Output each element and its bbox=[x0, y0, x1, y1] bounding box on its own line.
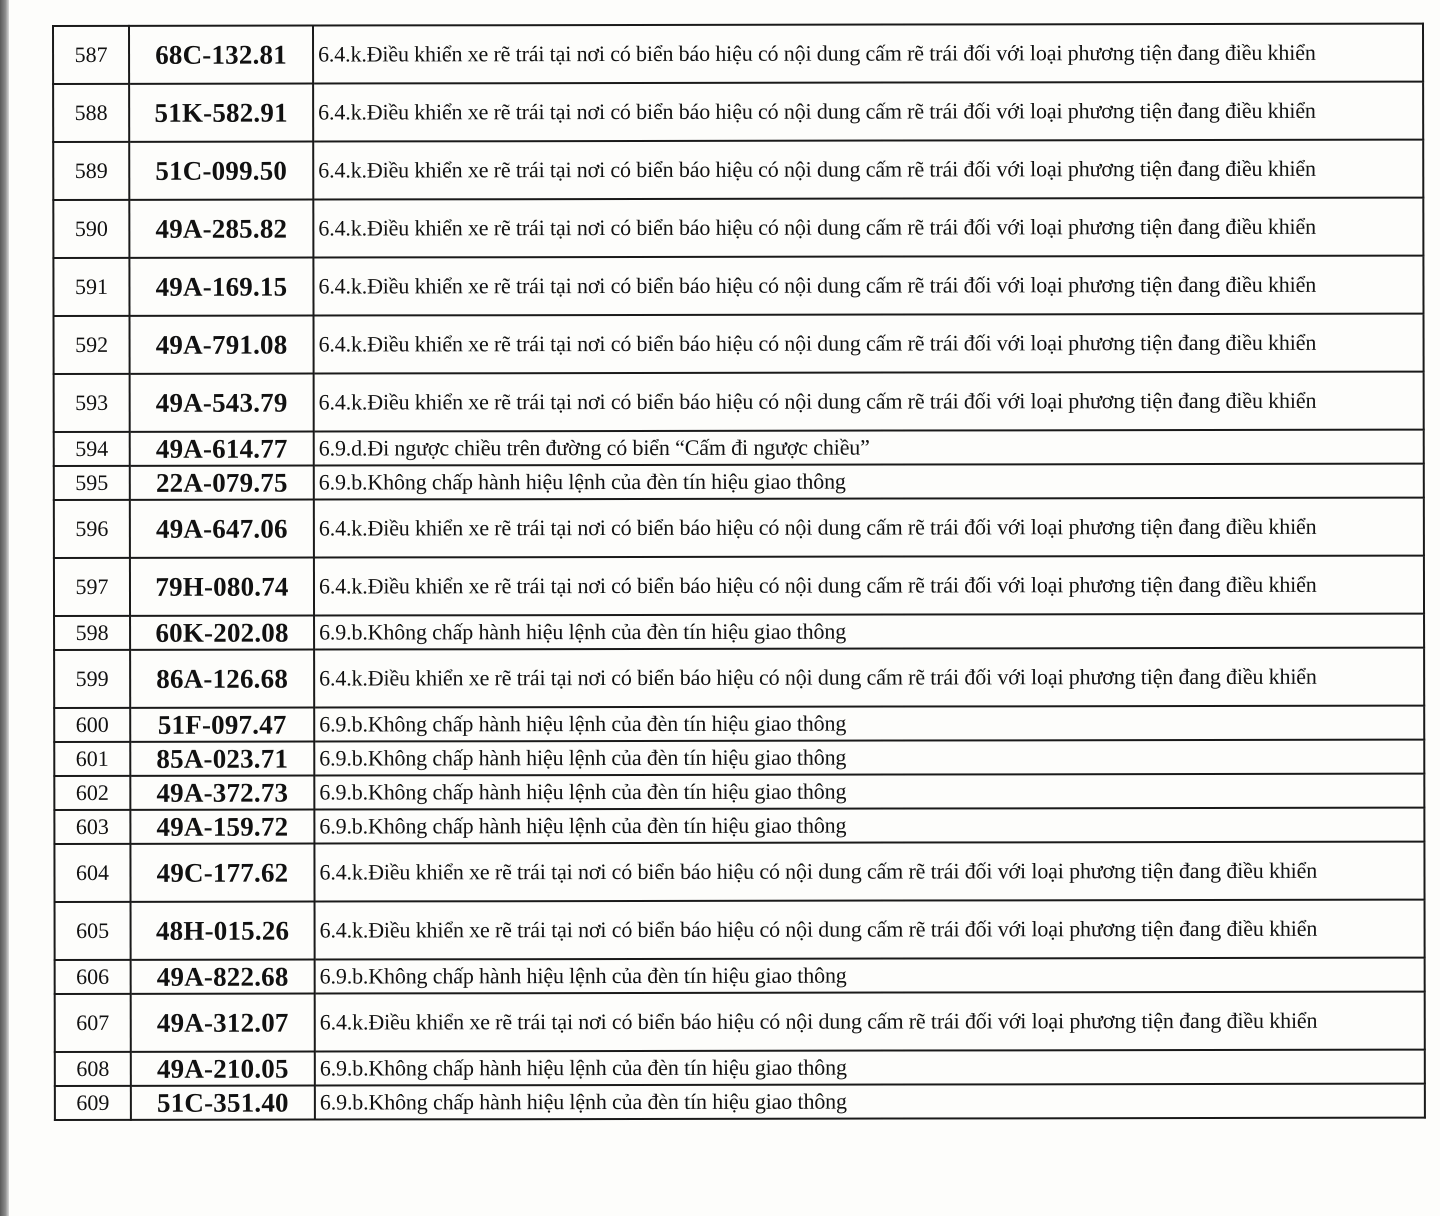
row-number-cell: 596 bbox=[54, 500, 130, 558]
license-plate-cell: 85A-023.71 bbox=[130, 742, 314, 776]
violation-description-cell: 6.4.k.Điều khiển xe rẽ trái tại nơi có biển báo hiệu có nội dung cấm rẽ trái đối với loại phương tiện đang điều khiển bbox=[315, 992, 1425, 1052]
table-row bbox=[55, 958, 1425, 994]
row-number-cell: 607 bbox=[55, 994, 131, 1052]
table-row bbox=[53, 24, 1423, 84]
row-number-cell: 601 bbox=[54, 742, 130, 776]
license-plate-cell: 68C-132.81 bbox=[129, 26, 313, 84]
violation-description-cell: 6.9.b.Không chấp hành hiệu lệnh của đèn tín hiệu giao thông bbox=[314, 464, 1424, 500]
violation-description-cell: 6.9.d.Đi ngược chiều trên đường có biển “Cấm đi ngược chiều” bbox=[314, 430, 1424, 466]
license-plate-cell: 49A-159.72 bbox=[130, 810, 314, 844]
license-plate-cell: 49A-614.77 bbox=[130, 432, 314, 466]
table-row bbox=[54, 648, 1424, 708]
license-plate-cell: 51C-099.50 bbox=[129, 142, 313, 200]
table-row bbox=[54, 842, 1424, 902]
license-plate-cell: 49A-169.15 bbox=[129, 258, 313, 316]
table-row bbox=[54, 372, 1424, 432]
row-number-cell: 605 bbox=[55, 902, 131, 960]
row-number-cell: 600 bbox=[54, 708, 130, 742]
violation-description-cell: 6.9.b.Không chấp hành hiệu lệnh của đèn tín hiệu giao thông bbox=[314, 740, 1424, 776]
license-plate-cell: 48H-015.26 bbox=[131, 902, 315, 960]
license-plate-cell: 49A-543.79 bbox=[130, 374, 314, 432]
violation-description-cell: 6.4.k.Điều khiển xe rẽ trái tại nơi có biển báo hiệu có nội dung cấm rẽ trái đối với loại phương tiện đang điều khiển bbox=[313, 82, 1423, 142]
violation-description-cell: 6.4.k.Điều khiển xe rẽ trái tại nơi có biển báo hiệu có nội dung cấm rẽ trái đối với loại phương tiện đang điều khiển bbox=[313, 198, 1423, 258]
license-plate-cell: 49A-285.82 bbox=[129, 200, 313, 258]
row-number-cell: 599 bbox=[54, 650, 130, 708]
violation-description-cell: 6.4.k.Điều khiển xe rẽ trái tại nơi có biển báo hiệu có nội dung cấm rẽ trái đối với loại phương tiện đang điều khiển bbox=[314, 314, 1424, 374]
violation-description-cell: 6.4.k.Điều khiển xe rẽ trái tại nơi có biển báo hiệu có nội dung cấm rẽ trái đối với loại phương tiện đang điều khiển bbox=[314, 556, 1424, 616]
table-row bbox=[55, 900, 1425, 960]
license-plate-cell: 49A-647.06 bbox=[130, 500, 314, 558]
violation-description-cell: 6.9.b.Không chấp hành hiệu lệnh của đèn tín hiệu giao thông bbox=[314, 614, 1424, 650]
table-row bbox=[54, 614, 1424, 650]
license-plate-cell: 79H-080.74 bbox=[130, 558, 314, 616]
license-plate-cell: 51K-582.91 bbox=[129, 84, 313, 142]
violation-description-cell: 6.9.b.Không chấp hành hiệu lệnh của đèn tín hiệu giao thông bbox=[314, 774, 1424, 810]
license-plate-cell: 49A-791.08 bbox=[130, 316, 314, 374]
license-plate-cell: 22A-079.75 bbox=[130, 466, 314, 500]
violation-description-cell: 6.4.k.Điều khiển xe rẽ trái tại nơi có biển báo hiệu có nội dung cấm rẽ trái đối với loại phương tiện đang điều khiển bbox=[313, 140, 1423, 200]
violations-table-body bbox=[53, 24, 1425, 1120]
license-plate-cell: 51C-351.40 bbox=[131, 1086, 315, 1120]
table-row bbox=[54, 774, 1424, 810]
row-number-cell: 594 bbox=[54, 432, 130, 466]
violation-description-cell: 6.4.k.Điều khiển xe rẽ trái tại nơi có biển báo hiệu có nội dung cấm rẽ trái đối với loại phương tiện đang điều khiển bbox=[314, 372, 1424, 432]
row-number-cell: 598 bbox=[54, 616, 130, 650]
license-plate-cell: 49A-210.05 bbox=[131, 1052, 315, 1086]
row-number-cell: 606 bbox=[55, 960, 131, 994]
violation-description-cell: 6.4.k.Điều khiển xe rẽ trái tại nơi có biển báo hiệu có nội dung cấm rẽ trái đối với loại phương tiện đang điều khiển bbox=[313, 256, 1423, 316]
table-row bbox=[55, 992, 1425, 1052]
row-number-cell: 591 bbox=[53, 258, 129, 316]
row-number-cell: 595 bbox=[54, 466, 130, 500]
table-row bbox=[54, 498, 1424, 558]
violation-description-cell: 6.9.b.Không chấp hành hiệu lệnh của đèn tín hiệu giao thông bbox=[314, 808, 1424, 844]
table-row bbox=[54, 706, 1424, 742]
violation-description-cell: 6.9.b.Không chấp hành hiệu lệnh của đèn tín hiệu giao thông bbox=[315, 1084, 1425, 1120]
row-number-cell: 604 bbox=[54, 844, 130, 902]
row-number-cell: 603 bbox=[54, 810, 130, 844]
violation-description-cell: 6.4.k.Điều khiển xe rẽ trái tại nơi có biển báo hiệu có nội dung cấm rẽ trái đối với loại phương tiện đang điều khiển bbox=[314, 498, 1424, 558]
violations-table bbox=[52, 23, 1426, 1121]
table-row bbox=[53, 82, 1423, 142]
table-row bbox=[54, 556, 1424, 616]
table-row bbox=[55, 1084, 1425, 1120]
violation-description-cell: 6.4.k.Điều khiển xe rẽ trái tại nơi có biển báo hiệu có nội dung cấm rẽ trái đối với loại phương tiện đang điều khiển bbox=[314, 842, 1424, 902]
violation-description-cell: 6.9.b.Không chấp hành hiệu lệnh của đèn tín hiệu giao thông bbox=[315, 1050, 1425, 1086]
table-row bbox=[54, 808, 1424, 844]
row-number-cell: 609 bbox=[55, 1086, 131, 1120]
license-plate-cell: 51F-097.47 bbox=[130, 708, 314, 742]
license-plate-cell: 49C-177.62 bbox=[130, 844, 314, 902]
row-number-cell: 602 bbox=[54, 776, 130, 810]
scan-edge-shadow bbox=[0, 0, 9, 1216]
row-number-cell: 608 bbox=[55, 1052, 131, 1086]
violation-description-cell: 6.9.b.Không chấp hành hiệu lệnh của đèn tín hiệu giao thông bbox=[315, 958, 1425, 994]
license-plate-cell: 49A-822.68 bbox=[131, 960, 315, 994]
license-plate-cell: 60K-202.08 bbox=[130, 616, 314, 650]
row-number-cell: 588 bbox=[53, 84, 129, 142]
row-number-cell: 592 bbox=[54, 316, 130, 374]
row-number-cell: 589 bbox=[53, 142, 129, 200]
table-row bbox=[53, 256, 1423, 316]
row-number-cell: 590 bbox=[53, 200, 129, 258]
table-row bbox=[55, 1050, 1425, 1086]
license-plate-cell: 49A-312.07 bbox=[131, 994, 315, 1052]
violation-description-cell: 6.4.k.Điều khiển xe rẽ trái tại nơi có biển báo hiệu có nội dung cấm rẽ trái đối với loại phương tiện đang điều khiển bbox=[313, 24, 1423, 84]
row-number-cell: 587 bbox=[53, 26, 129, 84]
row-number-cell: 597 bbox=[54, 558, 130, 616]
table-row bbox=[53, 198, 1423, 258]
license-plate-cell: 49A-372.73 bbox=[130, 776, 314, 810]
violation-description-cell: 6.4.k.Điều khiển xe rẽ trái tại nơi có biển báo hiệu có nội dung cấm rẽ trái đối với loại phương tiện đang điều khiển bbox=[314, 648, 1424, 708]
table-row bbox=[54, 430, 1424, 466]
license-plate-cell: 86A-126.68 bbox=[130, 650, 314, 708]
table-row bbox=[54, 464, 1424, 500]
table-row bbox=[54, 740, 1424, 776]
violation-description-cell: 6.4.k.Điều khiển xe rẽ trái tại nơi có biển báo hiệu có nội dung cấm rẽ trái đối với loại phương tiện đang điều khiển bbox=[315, 900, 1425, 960]
table-row bbox=[53, 140, 1423, 200]
violation-description-cell: 6.9.b.Không chấp hành hiệu lệnh của đèn tín hiệu giao thông bbox=[314, 706, 1424, 742]
table-row bbox=[54, 314, 1424, 374]
row-number-cell: 593 bbox=[54, 374, 130, 432]
